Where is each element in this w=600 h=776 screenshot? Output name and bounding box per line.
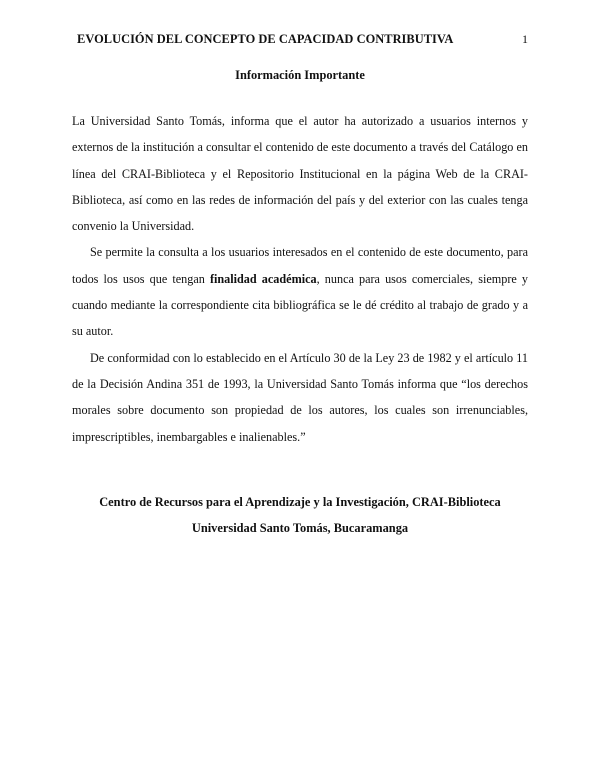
paragraph-legal: De conformidad con lo establecido en el Artículo 30 de la Ley 23 de 1982 y el artículo 11 de la Decisión Andina 351 de 1993, la Universidad Santo Tomás informa que “los derechos morales sobre documento son propiedad de los autores, los cuales son irrenunciables, imprescriptibles, inembargables e inalienables.” (72, 350, 528, 444)
credits-line-crai: Centro de Recursos para el Aprendizaje y la Investigación, CRAI-Biblioteca (99, 495, 501, 509)
section-title: Información Importante (235, 68, 365, 82)
running-header-title: EVOLUCIÓN DEL CONCEPTO DE CAPACIDAD CONTRIBUTIVA (77, 32, 454, 46)
paragraph-usage-text-start: Se permite la consulta a los usuarios interesados en el contenido de este documento, para todos los usos que tengan (72, 245, 528, 286)
paragraph-usage (72, 239, 528, 344)
body-text (72, 108, 528, 450)
credits-line-university: Universidad Santo Tomás, Bucaramanga (191, 521, 409, 535)
paragraph-authorization: La Universidad Santo Tomás, informa que el autor ha autorizado a usuarios internos y externos de la institución a consultar el contenido de este documento a través del Catálogo en línea del CRAI-Biblioteca y el Repositorio Institucional en la página Web de la CRAI-Biblioteca, así como en las redes de información del país y del exterior con las cuales tenga convenio la Universidad. (72, 114, 528, 234)
paragraph-usage-emphasis: finalidad académica (209, 271, 317, 286)
credits-block (0, 489, 600, 541)
paragraph-usage-text-end: , nunca para usos comerciales, siempre y cuando mediante la correspondiente cita bibliográfica se le dé crédito al trabajo de grado y a su autor. (72, 271, 528, 339)
page-number: 1 (522, 32, 528, 46)
